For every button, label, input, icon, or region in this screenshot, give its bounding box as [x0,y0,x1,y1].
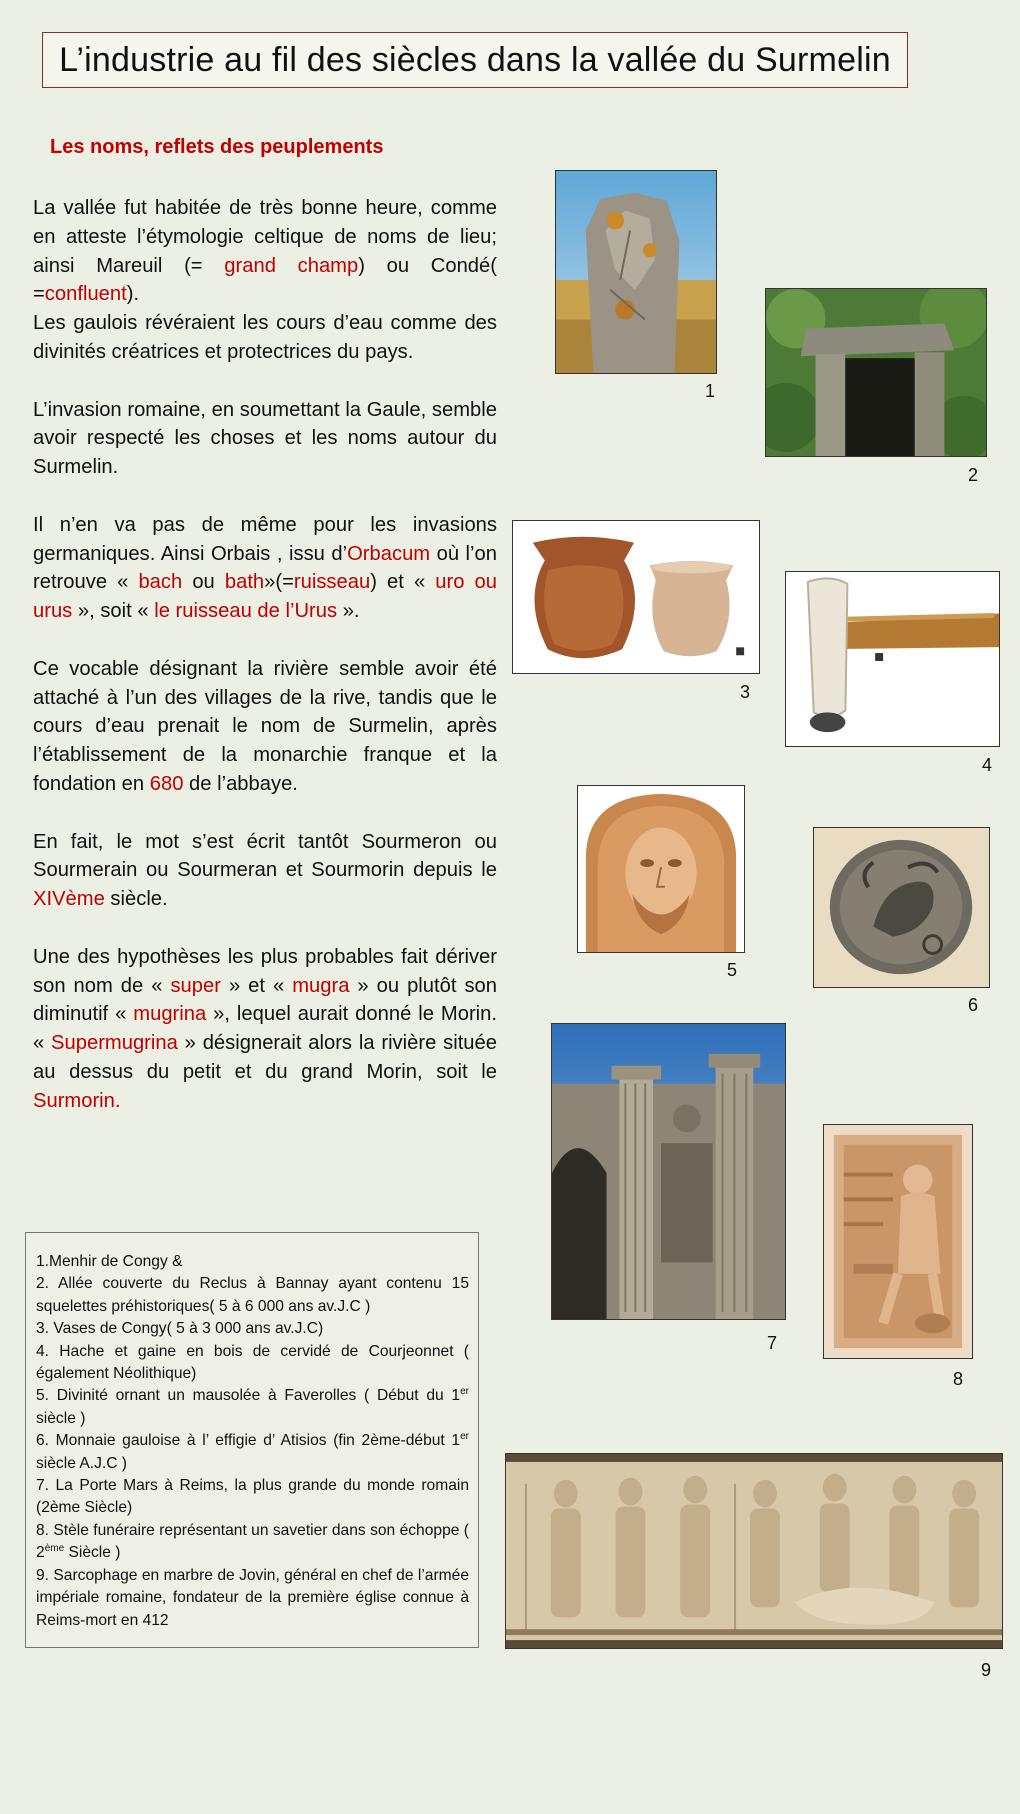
text-run: 5. Divinité ornant un mausolée à Faverolles ( Début du 1 [36,1387,461,1405]
body-text [33,194,497,1144]
text-run: ou [182,571,225,594]
paragraph-2: L’invasion romaine, en soumettant la Gaule, semble avoir respecté les choses et les noms autour du Surmelin. [33,398,497,479]
stele-image [823,1124,973,1359]
highlight-term: bach [138,571,183,594]
figure-number: 3 [740,682,751,702]
menhir-image [555,170,717,374]
highlight-term: uro ou urus [33,571,497,623]
coin-image [813,827,990,988]
section-heading: Les noms, reflets des peuplements [50,136,384,158]
text-run: La vallée fut habitée de très bonne heure, comme en atteste l’étymologie celtique de noms de lieu; ainsi Mareuil (= [33,197,497,277]
figure-number: 8 [953,1369,964,1389]
text-run: » et « [220,974,293,997]
figure-number: 2 [968,465,979,485]
figure-number: 1 [705,381,716,401]
text-run: », lequel aurait donné le Morin. « [33,1003,497,1055]
text-run: Il n’en va pas de même pour les invasions germaniques. Ainsi Orbais , issu d’ [33,513,497,565]
highlight-term: Orbacum [347,542,431,565]
figure-legend [25,1232,479,1648]
text-run: où l’on retrouve « [33,542,497,594]
text-run: Siècle ) [64,1544,121,1562]
figure-number: 4 [982,755,993,775]
dolmen-image [765,288,987,457]
text-run: »(= [264,571,294,594]
text-run: Ce vocable désignant la rivière semble avoir été attaché à l’un des villages de la rive, tandis que le cours d’eau prenait le nom de Surmelin, après l’établissement de la monarchie franque et la fondation en [33,657,497,795]
axe-image [785,571,1000,747]
legend-item [36,1385,469,1430]
text-run: Une des hypothèses les plus probables fait dériver son nom de « [33,945,497,997]
paragraph-5 [33,828,497,914]
text-run: ) ou Condé( = [33,254,497,306]
superscript: ème [44,1543,65,1555]
porte-mars-image [551,1023,786,1320]
text-run: En fait, le mot s’est écrit tantôt Sourmeron ou Sourmerain ou Sourmeran et Sourmorin depuis le [33,830,497,882]
page-title-text: L’industrie au fil des siècles dans la vallée du Surmelin [59,40,891,79]
figure-number: 7 [767,1333,778,1353]
highlight-term: XIVème [33,888,105,911]
superscript: er [460,1386,469,1398]
text-run: 8. Stèle funéraire représentant un savetier dans son échoppe ( 2 [36,1521,469,1562]
vases-image [512,520,760,674]
legend-item: 7. La Porte Mars à Reims, la plus grande du monde romain (2ème Siècle) [36,1477,469,1517]
text-run: » désignerait alors la rivière située au dessus du petit et du grand Morin, soit le [33,1032,497,1083]
figure-number: 9 [981,1660,992,1680]
legend-item: 1.Menhir de Congy & [36,1253,183,1270]
text-run: Les gaulois révéraient les cours d’eau comme des divinités créatrices et protectrices du pays. [33,312,497,363]
highlight-term: mugrina [133,1003,207,1026]
highlight-term: Surmorin. [33,1089,121,1112]
text-run: 6. Monnaie gauloise à l’ effigie d’ Atisios (fin 2ème-début 1 [36,1432,461,1450]
highlight-term: 680 [149,772,184,795]
text-run: siècle ) [36,1409,86,1427]
paragraph-4 [33,655,497,799]
highlight-term: mugra [292,974,350,997]
paragraph-3 [33,511,497,626]
text-run: siècle. [104,888,168,911]
divinity-relief-image [577,785,745,953]
paragraph-1 [33,194,497,367]
sarcophagus-image [505,1453,1003,1649]
text-run: de l’abbaye. [183,772,298,795]
page-title [42,32,908,88]
highlight-term: grand champ [224,254,359,277]
highlight-term: le ruisseau de l’Urus [154,600,338,623]
figure-number: 6 [968,995,979,1015]
legend-item [36,1430,469,1475]
highlight-term: confluent [44,283,127,306]
highlight-term: Supermugrina [51,1032,178,1055]
text-run: ). [126,283,140,306]
superscript: er [460,1431,469,1443]
paragraph-6 [33,943,497,1116]
figure-number: 5 [727,960,738,980]
legend-item: 9. Sarcophage en marbre de Jovin, général en chef de l’armée impériale romaine, fondateur de la première église connue à Reims-mort en 412 [36,1566,469,1629]
text-run: ». [337,600,360,623]
legend-item [36,1520,469,1565]
text-run: », soit « [72,600,155,623]
text-run: siècle A.J.C ) [36,1454,127,1472]
highlight-term: ruisseau [293,571,371,594]
legend-item: 2. Allée couverte du Reclus à Bannay ayant contenu 15 squelettes préhistoriques( 5 à 6 000 ans av.J.C ) [36,1275,469,1315]
highlight-term: bath [224,571,265,594]
legend-item: 3. Vases de Congy( 5 à 3 000 ans av.J.C) [36,1320,324,1338]
text-run: » ou plutôt son diminutif « [33,974,497,1026]
legend-item: 4. Hache et gaine en bois de cervidé de Courjeonnet ( également Néolithique) [36,1342,469,1383]
highlight-term: super [170,974,221,997]
text-run: ) et « [370,571,436,594]
